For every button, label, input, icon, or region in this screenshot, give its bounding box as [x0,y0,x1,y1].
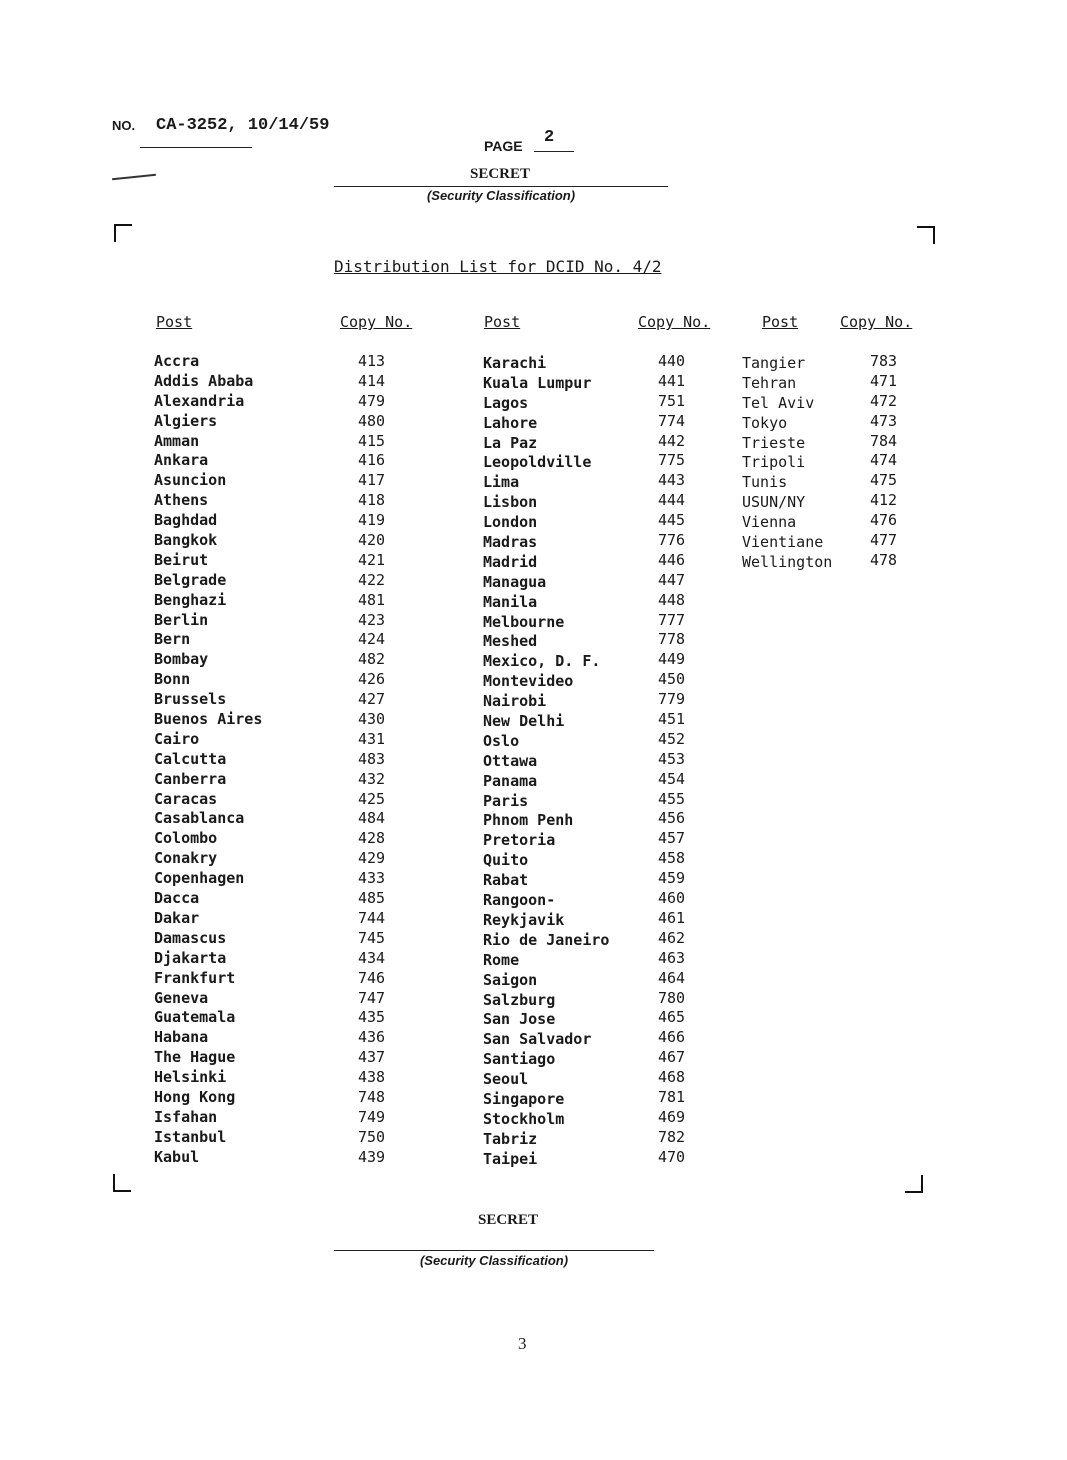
post-name: Ottawa [483,751,538,770]
copy-number: 413 [358,352,386,370]
copy-number: 457 [658,829,686,848]
copy-number: 444 [658,491,686,510]
post-name: Santiago [483,1050,556,1069]
copy-number: 420 [358,531,386,550]
post-name: Managua [483,572,547,591]
post-name: Lahore [483,413,538,432]
copy-number: 483 [358,749,386,768]
post-name: Karachi [483,354,547,372]
copy-number: 751 [658,391,686,410]
copy-number: 777 [658,610,686,629]
post-name: Tel Aviv [742,393,815,412]
post-name: Meshed [483,632,538,651]
col3-post-list [742,354,832,573]
post-name: Phnom Penh [483,811,574,830]
col3-copy-list [870,352,897,571]
post-name: Geneva [154,988,209,1007]
copy-number: 426 [358,670,386,689]
post-name: Madras [483,533,538,552]
copy-number: 775 [658,451,686,470]
copy-number: 423 [358,610,386,629]
post-name: Copenhagen [154,869,245,888]
col2-copy-header: Copy No. [638,313,711,331]
post-name: Leopoldville [483,453,592,472]
copy-number: 749 [358,1107,386,1126]
post-name: Tangier [742,354,806,372]
col3-copy-header: Copy No. [840,313,913,331]
post-name: Accra [154,352,200,370]
copy-number: 417 [358,471,386,490]
copy-number: 459 [658,869,686,888]
post-name: Bern [154,630,191,649]
post-name: Kabul [154,1147,200,1166]
page-label: PAGE [484,138,523,154]
copy-number: 463 [658,948,686,967]
post-name: Rio de Janeiro [483,930,610,949]
security-classification-caption-top: (Security Classification) [426,188,576,203]
copy-number: 440 [658,352,686,370]
post-name: Salzburg [483,990,556,1009]
post-name: Algiers [154,411,218,430]
post-name: Bombay [154,650,209,669]
post-name: Guatemala [154,1008,236,1027]
copy-number: 474 [870,451,898,470]
page-number: 2 [544,128,555,147]
post-name: Pretoria [483,831,556,850]
copy-number: 441 [658,371,686,390]
copy-number: 412 [870,491,898,510]
copy-number: 452 [658,729,686,748]
post-name: USUN/NY [742,493,806,512]
copy-number: 473 [870,411,898,430]
post-name: Calcutta [154,749,227,768]
post-name: Saigon [483,970,538,989]
post-name: San Jose [483,1010,556,1029]
post-name: Brussels [154,690,227,709]
col1-post-list [154,352,262,1168]
copy-number: 448 [658,590,686,609]
copy-number: 446 [658,550,686,569]
post-name: Hong Kong [154,1087,236,1106]
security-classification-caption-bottom: (Security Classification) [419,1253,569,1268]
corner-mark-bottom-left [113,1174,131,1192]
copy-number: 468 [658,1068,686,1087]
number-underline [140,147,252,148]
copy-number: 456 [658,809,686,828]
post-name: Nairobi [483,692,547,711]
copy-number: 437 [358,1048,386,1067]
security-line-top [334,186,668,187]
post-name: Rabat [483,871,529,890]
copy-number: 467 [658,1048,686,1067]
number-label: NO. [112,118,136,133]
post-name: Cairo [154,729,200,748]
corner-mark-bottom-right [905,1175,923,1193]
copy-number: 428 [358,829,386,848]
copy-number: 464 [658,968,686,987]
copy-number: 431 [358,729,386,748]
copy-number: 421 [358,550,386,569]
copy-number: 435 [358,1008,386,1027]
copy-number: 427 [358,690,386,709]
post-name: Dacca [154,889,200,908]
post-name: Habana [154,1028,209,1047]
copy-number: 442 [658,431,686,450]
post-name: Melbourne [483,612,565,631]
post-name: Isfahan [154,1107,218,1126]
copy-number: 425 [358,789,386,808]
col3-post-header: Post [762,313,799,331]
copy-number: 450 [658,670,686,689]
copy-number: 432 [358,769,386,788]
post-name: Beirut [154,550,209,569]
copy-number: 414 [358,371,386,390]
copy-number: 422 [358,570,386,589]
post-name: Trieste [742,433,806,452]
post-name: Casablanca [154,809,245,828]
post-name: Oslo [483,731,520,750]
post-name: London [483,513,538,532]
copy-number: 445 [658,511,686,530]
post-name: Lima [483,473,520,492]
copy-number: 443 [658,471,686,490]
copy-number: 484 [358,809,386,828]
post-name: Canberra [154,769,227,788]
post-name: Dakar [154,908,200,927]
ink-mark [112,174,156,181]
post-name: Kuala Lumpur [483,373,592,392]
copy-number: 461 [658,908,686,927]
post-name: Belgrade [154,570,227,589]
copy-number: 460 [658,889,686,908]
copy-number: 424 [358,630,386,649]
post-name: Madrid [483,552,538,571]
post-name: Buenos Aires [154,710,263,729]
copy-number: 451 [658,710,686,729]
copy-number: 416 [358,451,386,470]
post-name: Tokyo [742,413,788,432]
copy-number: 781 [658,1087,686,1106]
post-name: Ankara [154,451,209,470]
copy-number: 774 [658,411,686,430]
post-name: Wellington [742,552,833,571]
copy-number: 472 [870,391,898,410]
post-name: Rome [483,950,520,969]
post-name: Vientiane [742,533,824,552]
copy-number: 429 [358,849,386,868]
post-name: Manila [483,592,538,611]
post-name: Damascus [154,928,227,947]
copy-number: 776 [658,531,686,550]
copy-number: 415 [358,431,386,450]
copy-number: 482 [358,650,386,669]
copy-number: 479 [358,391,386,410]
copy-number: 434 [358,948,386,967]
post-name: San Salvador [483,1030,592,1049]
copy-number: 438 [358,1068,386,1087]
page-underline [534,151,574,152]
post-name: Singapore [483,1089,565,1108]
copy-number: 744 [358,908,386,927]
copy-number: 782 [658,1127,686,1146]
post-name: Alexandria [154,391,245,410]
post-name: Benghazi [154,590,227,609]
copy-number: 433 [358,869,386,888]
col1-copy-list [358,352,385,1168]
copy-number: 475 [870,471,898,490]
post-name: Addis Ababa [154,371,254,390]
security-line-bottom [334,1250,654,1251]
post-name: New Delhi [483,712,565,731]
copy-number: 748 [358,1087,386,1106]
post-name: Baghdad [154,511,218,530]
copy-number: 436 [358,1028,386,1047]
post-name: Helsinki [154,1068,227,1087]
col2-copy-list [658,352,685,1168]
col1-post-header: Post [156,313,193,331]
distribution-list-title: Distribution List for DCID No. 4/2 [334,257,662,276]
copy-number: 778 [658,630,686,649]
post-name: Conakry [154,849,218,868]
post-name: Panama [483,771,538,790]
col1-copy-header: Copy No. [340,313,413,331]
copy-number: 419 [358,511,386,530]
post-name: Vienna [742,513,797,532]
footer-page-number: 3 [518,1334,527,1353]
copy-number: 447 [658,570,686,589]
copy-number: 470 [658,1147,686,1166]
copy-number: 418 [358,491,386,510]
post-name: Seoul [483,1070,529,1089]
post-name: Tehran [742,373,797,392]
post-name: Colombo [154,829,218,848]
post-name: Amman [154,431,200,450]
copy-number: 454 [658,769,686,788]
copy-number: 750 [358,1127,386,1146]
post-name: Taipei [483,1149,538,1168]
copy-number: 783 [870,352,898,370]
copy-number: 453 [658,749,686,768]
copy-number: 449 [658,650,686,669]
copy-number: 458 [658,849,686,868]
copy-number: 455 [658,789,686,808]
copy-number: 476 [870,511,898,530]
post-name: Athens [154,491,209,510]
post-name: Asuncion [154,471,227,490]
post-name: Tripoli [742,453,806,472]
copy-number: 480 [358,411,386,430]
post-name: Frankfurt [154,968,236,987]
post-name: Djakarta [154,948,227,967]
security-marking-bottom: SECRET [478,1212,539,1228]
post-name: Paris [483,791,529,810]
copy-number: 745 [358,928,386,947]
security-marking-top: SECRET [470,166,531,182]
post-name: Istanbul [154,1127,227,1146]
document-number: CA-3252, 10/14/59 [156,116,330,135]
post-name: Bangkok [154,531,218,550]
post-name: Quito [483,851,529,870]
copy-number: 784 [870,431,898,450]
corner-mark-top-right [917,226,935,244]
copy-number: 779 [658,690,686,709]
post-name: Caracas [154,789,218,808]
copy-number: 469 [658,1107,686,1126]
post-name: Tabriz [483,1129,538,1148]
copy-number: 780 [658,988,686,1007]
post-name: Montevideo [483,672,574,691]
col2-post-list [483,354,609,1170]
copy-number: 481 [358,590,386,609]
post-name: Tunis [742,473,788,492]
copy-number: 485 [358,889,386,908]
copy-number: 465 [658,1008,686,1027]
copy-number: 478 [870,550,898,569]
post-name: Reykjavik [483,910,565,929]
copy-number: 466 [658,1028,686,1047]
post-name: Berlin [154,610,209,629]
post-name: Rangoon- [483,891,556,910]
post-name: Bonn [154,670,191,689]
post-name: Lisbon [483,493,538,512]
copy-number: 471 [870,371,898,390]
copy-number: 439 [358,1147,386,1166]
copy-number: 747 [358,988,386,1007]
corner-mark-top-left [114,224,132,242]
copy-number: 477 [870,531,898,550]
col2-post-header: Post [484,313,521,331]
post-name: La Paz [483,433,538,452]
post-name: The Hague [154,1048,236,1067]
post-name: Stockholm [483,1109,565,1128]
copy-number: 430 [358,710,386,729]
post-name: Mexico, D. F. [483,652,601,671]
post-name: Lagos [483,393,529,412]
copy-number: 462 [658,928,686,947]
copy-number: 746 [358,968,386,987]
